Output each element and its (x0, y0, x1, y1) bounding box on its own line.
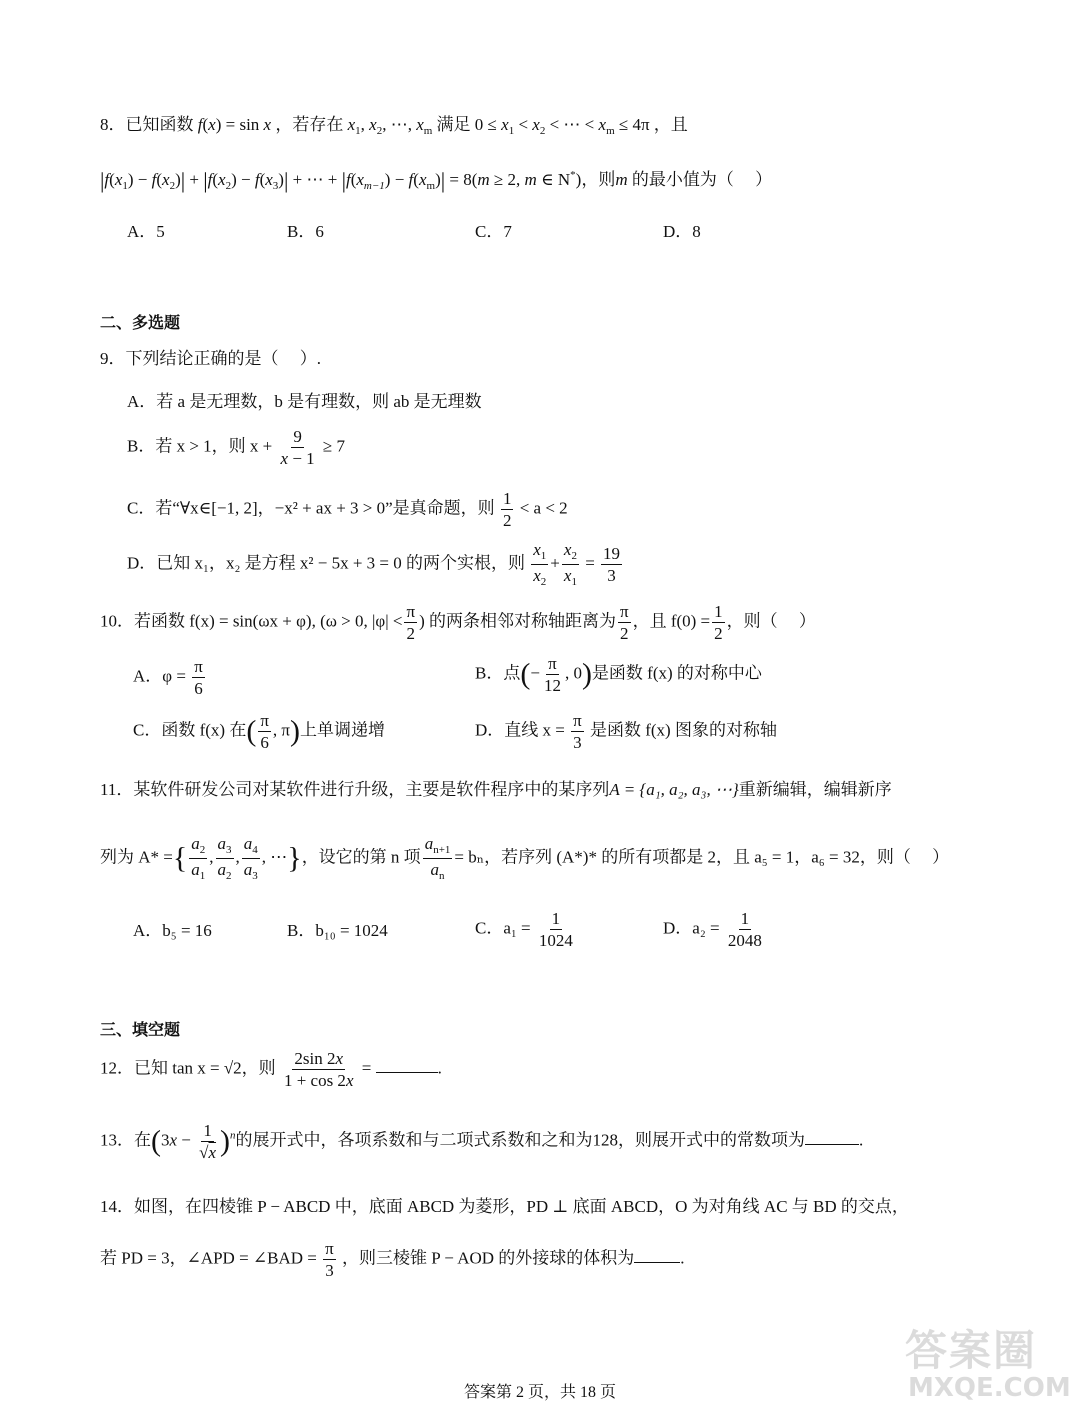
q11-option-c: C．a₁ = $\frac{1}{1024}$ (475, 909, 573, 950)
q11-d-pre: D．a₂ = (663, 918, 720, 938)
q14-line2-pre: 若 PD = 3，∠APD = ∠BAD = (100, 1248, 317, 1268)
q14-answer-blank (634, 1262, 680, 1263)
q8-text-e: ，则 (581, 170, 616, 189)
q10-option-a: A．φ = $\frac{\pi}{6}$ (133, 657, 203, 698)
q8-text-b: ，若存在 (275, 115, 344, 134)
q10-option-c: C．函数 f(x) 在( $\frac{\pi}{6}$ , π)上单调递增 (133, 711, 386, 752)
q11-option-b: B．b₁₀ = 1024 (287, 921, 388, 940)
q11-line2-c: = bₙ，若序列 (A*)* 的所有项都是 2，且 a₅ = 1，a₆ = 32，则（ ） (454, 847, 950, 867)
q14-line2: 若 PD = 3，∠APD = ∠BAD = $\frac{\pi}{3}$ ，则三棱锥 P − AOD 的外接球的体积为 . (100, 1239, 685, 1280)
q9-b-post: ≥ 7 (322, 436, 345, 456)
q10-b-pre: B．点 (475, 663, 521, 683)
q11-line2-b: ，设它的第 n 项 (301, 847, 421, 867)
q8-option-c: C．7 (475, 222, 512, 241)
q11-line1-b: A = {a₁, a₂, a₃, ⋯} (609, 780, 739, 799)
page-footer: 答案第 2 页，共 18 页 (463, 1384, 616, 1401)
q8-text-d: ，且 (653, 115, 688, 134)
q8-text-f: 的最小值为（ ） (631, 170, 773, 189)
q8-text-a: 8．已知函数 (100, 115, 194, 134)
q10-stem-b: ) 的两条相邻对称轴距离为 (419, 611, 616, 631)
q11-c-pre: C．a₁ = (475, 918, 531, 938)
q14-line2-post: ，则三棱锥 P − AOD 的外接球的体积为 (341, 1248, 635, 1268)
q12-answer-blank (376, 1072, 438, 1073)
q10-c-post: 上单调递增 (300, 720, 386, 740)
q10-a-pre: A．φ = (133, 666, 186, 686)
q8-option-d: D．8 (663, 222, 701, 241)
q11-option-d: D．a₂ = $\frac{1}{2048}$ (663, 909, 762, 950)
q13-pre: 13．在 (100, 1130, 151, 1150)
q11-line1-c: 重新编辑，编辑新序 (738, 780, 892, 799)
watermark-logo: 答案圈 (905, 1326, 1038, 1375)
q10-c-pre: C．函数 f(x) 在 (133, 720, 247, 740)
q10-option-b: B．点(− $\frac{\pi}{12}$ , 0)是函数 f(x) 的对称中心 (475, 654, 762, 695)
watermark-url: MXQE.COM (908, 1373, 1071, 1403)
q10-b-post: 是函数 f(x) 的对称中心 (591, 663, 762, 683)
q12-post: = (361, 1058, 372, 1078)
q9-option-b: B．若 x > 1，则 x + $\frac{9}{x - 1}$ ≥ 7 (127, 427, 345, 468)
q12: 12．已知 tan x = √2，则 $\frac{2\sin 2x}{1 + \cos 2x}$ = . (100, 1049, 442, 1090)
q10-stem-a: 10．若函数 f(x) = sin(ωx + φ), (ω > 0, |φ| < (100, 611, 403, 631)
q10-d-post: 是函数 f(x) 图象的对称轴 (589, 720, 777, 740)
q12-pre: 12．已知 tan x = √2，则 (100, 1058, 276, 1078)
q9-c-pre: C．若“∀x∈[−1, 2]，−x² + ax + 3 > 0”是真命题，则 (127, 498, 495, 518)
q10-stem-c: ，且 f(0) = (632, 611, 711, 631)
q8-option-b: B．6 (287, 222, 324, 241)
q9-d-post: = (585, 553, 595, 573)
q9-option-d: D．已知 x₁，x₂ 是方程 x² − 5x + 3 = 0 的两个实根，则 $\frac{x_1}{x_2}$ + $\frac{x_2}{x_1}$ = $\frac{19}{3}$ (127, 540, 621, 588)
q9-stem: 9．下列结论正确的是（ ）. (100, 349, 321, 368)
q8-line2: $|f(x_1) - f(x_2)| + |f(x_2) - f(x_3)|$ + ⋯ + $|f(x_{m-1}) - f(x_m)| = 8(m \ge 2$, m ∈ N*)，则m 的最小值为（ ） (100, 168, 773, 194)
q11-line1 (100, 781, 892, 798)
q9-c-post: < a < 2 (519, 498, 568, 518)
q8-option-a: A．5 (127, 222, 165, 241)
q11-option-a: A．b₅ = 16 (133, 921, 212, 940)
q10-option-d: D．直线 x = $\frac{\pi}{3}$ 是函数 f(x) 图象的对称轴 (475, 711, 777, 752)
q9-option-c: C．若“∀x∈[−1, 2]，−x² + ax + 3 > 0”是真命题，则 $\frac{1}{2}$ < a < 2 (127, 489, 568, 530)
q14-line1: 14．如图，在四棱锥 P − ABCD 中，底面 ABCD 为菱形，PD ⊥ 底面 ABCD，O 为对角线 AC 与 BD 的交点， (100, 1197, 909, 1216)
q11-line2-a: 列为 A* = (100, 847, 173, 867)
q10-d-pre: D．直线 x = (475, 720, 565, 740)
q10-stem-d: ，则（ ） (726, 611, 816, 631)
q8-text-c: 满足 (436, 115, 471, 134)
q9-b-pre: B．若 x > 1，则 x + (127, 436, 273, 456)
q11-line2: 列为 A* ={ $\frac{a_2}{a_1}$ , $\frac{a_3}{a_2}$ , $\frac{a_4}{a_3}$ , ⋯}，设它的第 n 项 $\frac{a_{n+1}}{a_n}$ = bₙ，若序列 (A*)* 的所有项都是 2，且 a₅ = 1，a₆ = 32，则（ ） (100, 834, 950, 882)
q13-answer-blank (805, 1144, 859, 1145)
q9-d-pre: D．已知 x₁，x₂ 是方程 x² − 5x + 3 = 0 的两个实根，则 (127, 553, 525, 573)
q13: 13．在(3x − $\frac{1}{√x}$ )$^n$的展开式中，各项系数和与二项式系数和之和为128，则展开式中的常数项为 . (100, 1121, 864, 1162)
q8-line1: 8．已知函数 f(x) = sin x ，若存在 $x_1$, $x_2$, ⋯, $x_m$ 满足 $0 \le x_1 < x_2$ < ⋯ < $x_m \le 4\pi$ ，且 (100, 115, 688, 137)
section-fill-blank: 三、填空题 (100, 1020, 181, 1039)
q10-stem: 10．若函数 f(x) = sin(ωx + φ), (ω > 0, |φ| < $\frac{\pi}{2}$ ) 的两条相邻对称轴距离为 $\frac{\pi}{2}$ ，且 f(0) = $\frac{1}{2}$ ，则（ ） (100, 602, 816, 643)
section-multi-choice: 二、多选题 (100, 313, 181, 332)
q11-line1-a: 11．某软件研发公司对某软件进行升级，主要是软件程序中的某序列 (100, 780, 610, 799)
q13-post: 的展开式中，各项系数和与二项式系数和之和为128，则展开式中的常数项为 (235, 1130, 806, 1150)
q9-option-a: A．若 a 是无理数，b 是有理数，则 ab 是无理数 (127, 392, 482, 411)
